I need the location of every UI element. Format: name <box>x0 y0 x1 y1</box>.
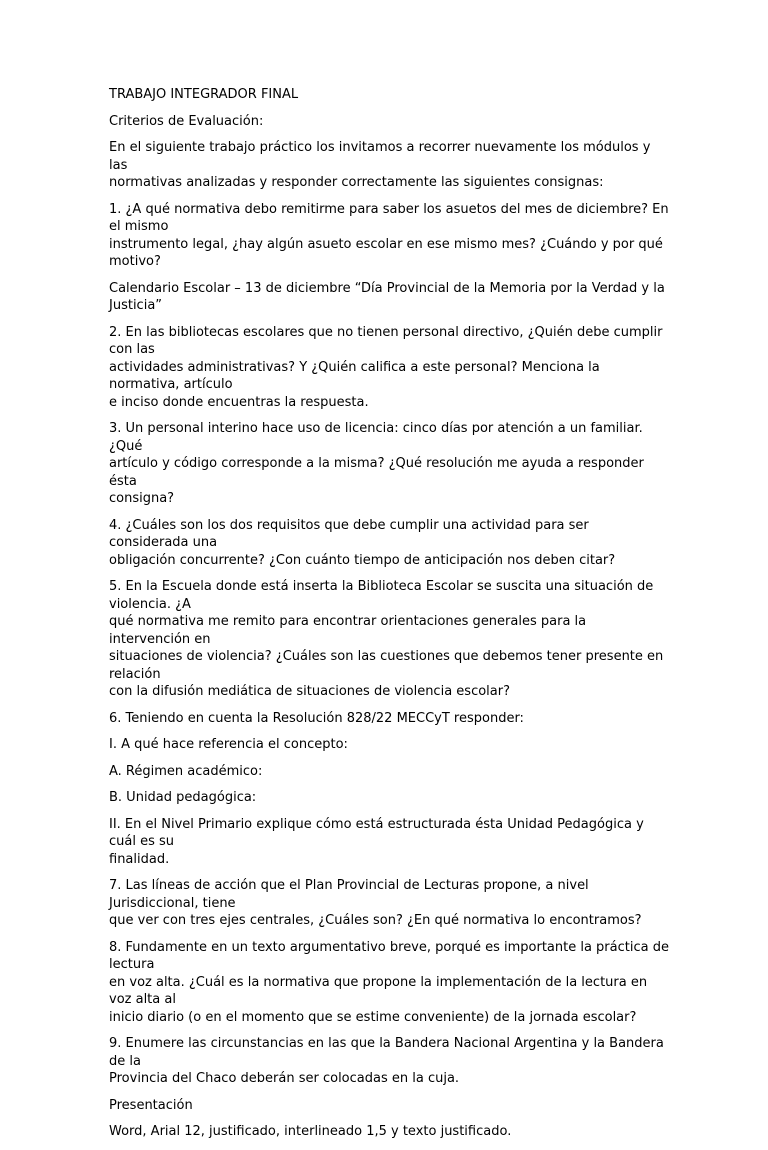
question-2 <box>109 324 669 412</box>
question-1 <box>109 201 669 271</box>
question-6-part-ii <box>109 816 669 869</box>
presentation-heading: Presentación <box>109 1097 193 1113</box>
criteria-heading: Criterios de Evaluación: <box>109 113 264 129</box>
question-3 <box>109 420 669 508</box>
question-line: e inciso donde encuentras la respuesta. <box>109 394 369 410</box>
intro-line: normativas analizadas y responder correctamente las siguientes consignas: <box>109 175 604 190</box>
question-line: artículo y código corresponde a la misma? ¿Qué resolución me ayuda a responder ésta <box>109 456 644 489</box>
question-6-part-i: I. A qué hace referencia el concepto: <box>109 737 348 752</box>
intro-paragraph <box>109 139 669 192</box>
answer-1: Calendario Escolar – 13 de diciembre “Día Provincial de la Memoria por la Verdad y la Justicia” <box>109 280 665 313</box>
question-line: situaciones de violencia? ¿Cuáles son las cuestiones que debemos tener presente en relación <box>109 649 664 682</box>
question-line: consigna? <box>109 491 175 506</box>
question-9 <box>109 1035 669 1088</box>
question-line: que ver con tres ejes centrales, ¿Cuáles son? ¿En qué normativa lo encontramos? <box>109 913 642 928</box>
question-line: finalidad. <box>109 851 170 867</box>
question-line: 7. Las líneas de acción que el Plan Provincial de Lecturas propone, a nivel Jurisdiccional, tiene <box>109 878 589 911</box>
question-line: 1. ¿A qué normativa debo remitirme para saber los asuetos del mes de diciembre? En el mismo <box>109 201 669 234</box>
question-line: con la difusión mediática de situaciones de violencia escolar? <box>109 684 510 699</box>
question-line: instrumento legal, ¿hay algún asueto escolar en ese mismo mes? ¿Cuándo y por qué motivo? <box>109 236 663 269</box>
question-line: qué normativa me remito para encontrar orientaciones generales para la intervención en <box>109 614 587 647</box>
question-line: 8. Fundamente en un texto argumentativo breve, porqué es importante la práctica de lectura <box>109 939 669 972</box>
question-7 <box>109 877 669 930</box>
question-line: 2. En las bibliotecas escolares que no tienen personal directivo, ¿Quién debe cumplir con las <box>109 324 663 357</box>
question-6-item-b: B. Unidad pedagógica: <box>109 790 257 805</box>
question-line: II. En el Nivel Primario explique cómo está estructurada ésta Unidad Pedagógica y cuál es su <box>109 816 644 849</box>
presentation-text: Word, Arial 12, justificado, interlineado 1,5 y texto justificado. <box>109 1124 512 1139</box>
question-5 <box>109 578 669 701</box>
question-line: 5. En la Escuela donde está inserta la Biblioteca Escolar se suscita una situación de violencia. ¿A <box>109 579 654 612</box>
intro-line: En el siguiente trabajo práctico los invitamos a recorrer nuevamente los módulos y las <box>109 140 651 173</box>
question-8 <box>109 939 669 1027</box>
question-4 <box>109 517 669 570</box>
question-6: 6. Teniendo en cuenta la Resolución 828/22 MECCyT responder: <box>109 710 524 726</box>
question-line: 3. Un personal interino hace uso de licencia: cinco días por atención a un familiar. ¿Qué <box>109 421 643 454</box>
document-body <box>109 86 669 1150</box>
question-line: 9. Enumere las circunstancias en las que la Bandera Nacional Argentina y la Bandera de la <box>109 1036 664 1069</box>
document-title: TRABAJO INTEGRADOR FINAL <box>109 87 299 102</box>
question-line: en voz alta. ¿Cuál es la normativa que propone la implementación de la lectura en voz alta al <box>109 974 648 1007</box>
question-line: obligación concurrente? ¿Con cuánto tiempo de anticipación nos deben citar? <box>109 552 616 568</box>
question-line: inicio diario (o en el momento que se estime conveniente) de la jornada escolar? <box>109 1009 637 1025</box>
question-line: Provincia del Chaco deberán ser colocadas en la cuja. <box>109 1071 460 1086</box>
question-line: actividades administrativas? Y ¿Quién califica a este personal? Menciona la normativa, artículo <box>109 359 600 392</box>
question-6-item-a: A. Régimen académico: <box>109 763 263 779</box>
question-line: 4. ¿Cuáles son los dos requisitos que debe cumplir una actividad para ser considerada una <box>109 517 589 550</box>
